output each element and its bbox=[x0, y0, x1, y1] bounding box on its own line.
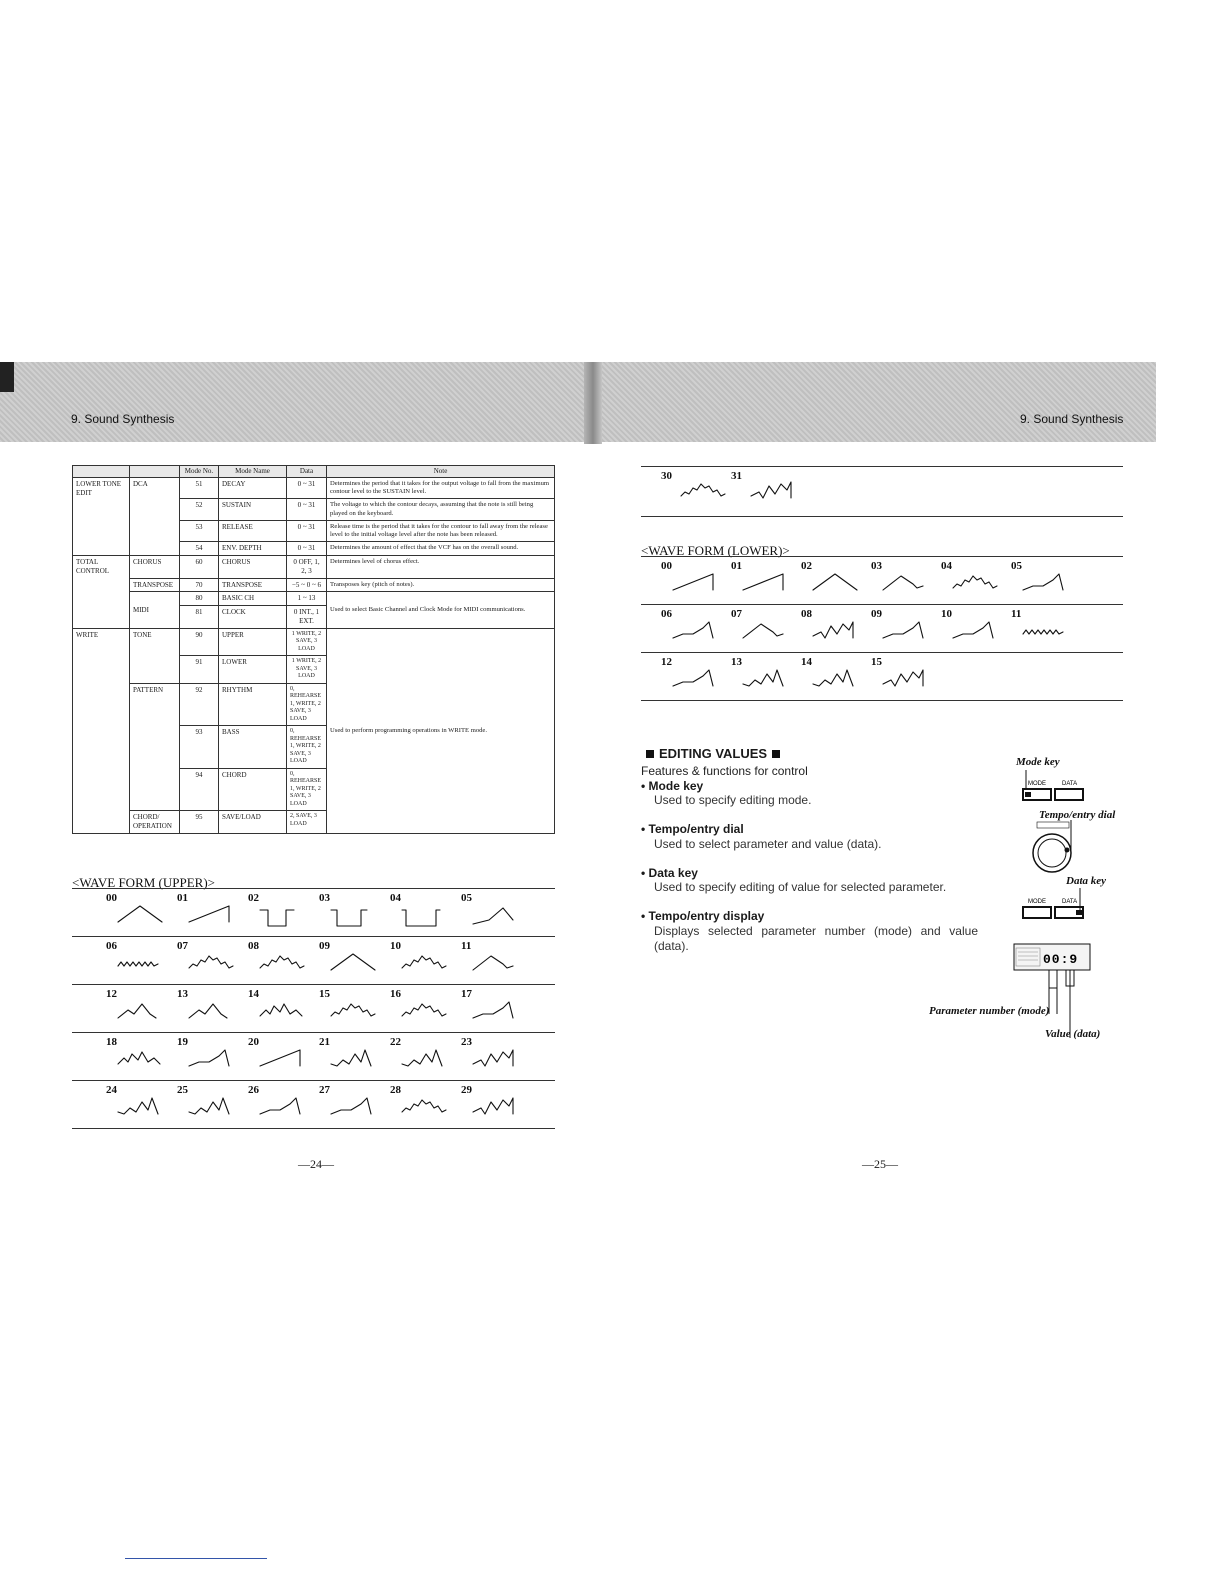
wave-number: 12 bbox=[661, 656, 672, 668]
mode-name-cell: BASS bbox=[219, 726, 287, 769]
waveform-glyph bbox=[118, 1096, 166, 1122]
header-mode-no: Mode No. bbox=[180, 466, 219, 478]
subgroup-cell: CHORUS bbox=[130, 556, 180, 579]
data-key-caption: DATA bbox=[1062, 781, 1078, 787]
mode-name-cell: ENV. DEPTH bbox=[219, 542, 287, 556]
note-cell: Determines the amount of effect that the VCF has on the overall sound. bbox=[327, 542, 555, 556]
desc-tempo-display: Displays selected parameter number (mode) and value (data). bbox=[654, 924, 978, 953]
wave-number: 10 bbox=[390, 940, 401, 952]
wave-number: 21 bbox=[319, 1036, 330, 1048]
wave-number: 04 bbox=[941, 560, 952, 572]
waveform-glyph bbox=[260, 1048, 308, 1074]
mode-name-cell: RHYTHM bbox=[219, 683, 287, 726]
mode-no-cell: 54 bbox=[180, 542, 219, 556]
label-mode-key: Mode key bbox=[1016, 756, 1060, 768]
waveform-glyph bbox=[1023, 572, 1071, 598]
wave-number: 09 bbox=[319, 940, 330, 952]
wave-row-rule bbox=[641, 556, 1123, 557]
mode-name-cell: DECAY bbox=[219, 478, 287, 499]
waveform-glyph bbox=[473, 904, 521, 930]
waveform-glyph bbox=[260, 952, 308, 978]
subgroup-cell: DCA bbox=[130, 478, 180, 556]
table-row bbox=[73, 628, 555, 656]
waveform-glyph bbox=[402, 904, 450, 930]
table-header-row bbox=[73, 466, 555, 478]
data-cell: 2, SAVE, 3 LOAD bbox=[287, 811, 327, 834]
mode-key-diagram bbox=[1020, 770, 1090, 806]
mode-name-cell: CLOCK bbox=[219, 606, 287, 629]
wave-number: 18 bbox=[106, 1036, 117, 1048]
mode-key-caption: MODE bbox=[1028, 899, 1046, 905]
waveform-glyph bbox=[118, 1000, 166, 1026]
right-header-title: 9. Sound Synthesis bbox=[1020, 412, 1124, 426]
wave-number: 00 bbox=[661, 560, 672, 572]
wave-number: 02 bbox=[248, 892, 259, 904]
waveform-glyph bbox=[743, 572, 791, 598]
bullet-tempo-dial: • Tempo/entry dial bbox=[641, 822, 744, 836]
waveform-glyph bbox=[473, 952, 521, 978]
waveform-glyph bbox=[260, 1096, 308, 1122]
wave-number: 05 bbox=[1011, 560, 1022, 572]
wave-number: 29 bbox=[461, 1084, 472, 1096]
wave-number: 15 bbox=[319, 988, 330, 1000]
mode-name-cell: RELEASE bbox=[219, 520, 287, 541]
wave-row-rule bbox=[72, 984, 555, 985]
tempo-display-diagram bbox=[1012, 942, 1092, 1042]
wave-number: 07 bbox=[731, 608, 742, 620]
wave-row-rule bbox=[641, 652, 1123, 653]
mode-name-cell: UPPER bbox=[219, 628, 287, 656]
wave-row-rule bbox=[72, 888, 555, 889]
wave-number: 16 bbox=[390, 988, 401, 1000]
wave-number: 19 bbox=[177, 1036, 188, 1048]
note-cell: Transposes key (pitch of notes). bbox=[327, 578, 555, 592]
wave-number: 02 bbox=[801, 560, 812, 572]
waveform-glyph bbox=[673, 668, 721, 694]
waveform-glyph bbox=[331, 904, 379, 930]
mode-no-cell: 80 bbox=[180, 592, 219, 606]
mode-no-cell: 81 bbox=[180, 606, 219, 629]
waveform-glyph bbox=[402, 1000, 450, 1026]
note-cell: Used to perform programming operations in WRITE mode. bbox=[327, 628, 555, 833]
mode-name-cell: SAVE/LOAD bbox=[219, 811, 287, 834]
waveform-glyph bbox=[751, 480, 799, 506]
header-mode-name: Mode Name bbox=[219, 466, 287, 478]
waveform-glyph bbox=[743, 668, 791, 694]
waveform-glyph bbox=[331, 1000, 379, 1026]
waveform-glyph bbox=[813, 572, 861, 598]
label-tempo-dial: Tempo/entry dial bbox=[1039, 809, 1116, 821]
note-cell: The voltage to which the contour decays, assuming that the note is still being played on the keyboard. bbox=[327, 499, 555, 520]
waveform-glyph bbox=[473, 1000, 521, 1026]
wave-number: 31 bbox=[731, 470, 742, 482]
book-spine bbox=[584, 362, 602, 444]
mode-no-cell: 60 bbox=[180, 556, 219, 579]
waveform-glyph bbox=[189, 1000, 237, 1026]
bullet-tempo-display: • Tempo/entry display bbox=[641, 909, 765, 923]
subgroup-cell: TRANSPOSE bbox=[130, 578, 180, 592]
data-cell: 1 WRITE, 2 SAVE, 3 LOAD bbox=[287, 656, 327, 684]
data-cell: 0 ~ 31 bbox=[287, 542, 327, 556]
waveform-glyph bbox=[402, 1096, 450, 1122]
wave-number: 08 bbox=[801, 608, 812, 620]
wave-number: 00 bbox=[106, 892, 117, 904]
wave-row-rule bbox=[72, 1080, 555, 1081]
wave-number: 11 bbox=[461, 940, 472, 952]
wave-number: 28 bbox=[390, 1084, 401, 1096]
wave-number: 06 bbox=[106, 940, 117, 952]
waveform-glyph bbox=[189, 952, 237, 978]
data-key-diagram bbox=[1020, 888, 1090, 924]
waveform-glyph bbox=[473, 1048, 521, 1074]
table-row bbox=[73, 578, 555, 592]
data-key-caption: DATA bbox=[1062, 899, 1078, 905]
subgroup-cell: PATTERN bbox=[130, 683, 180, 811]
waveform-glyph bbox=[813, 668, 861, 694]
mode-name-cell: TRANSPOSE bbox=[219, 578, 287, 592]
wave-number: 14 bbox=[248, 988, 259, 1000]
wave-number: 27 bbox=[319, 1084, 330, 1096]
waveform-glyph bbox=[883, 668, 931, 694]
wave-number: 25 bbox=[177, 1084, 188, 1096]
waveform-glyph bbox=[402, 1048, 450, 1074]
square-bullet-icon bbox=[772, 750, 780, 758]
waveform-glyph bbox=[681, 480, 729, 506]
mode-no-cell: 51 bbox=[180, 478, 219, 499]
waveform-glyph bbox=[953, 620, 1001, 646]
right-header-band bbox=[600, 362, 1156, 442]
editing-values-title: EDITING VALUES bbox=[641, 746, 785, 761]
parameter-table bbox=[72, 465, 555, 834]
note-cell: Determines the period that it takes for the output voltage to fall from the maximum contour level to the SUSTAIN level. bbox=[327, 478, 555, 499]
data-cell: 1 ~ 13 bbox=[287, 592, 327, 606]
data-cell: 0 ~ 31 bbox=[287, 499, 327, 520]
waveform-glyph bbox=[1023, 620, 1071, 646]
group-cell: WRITE bbox=[73, 628, 130, 833]
waveform-glyph bbox=[331, 1096, 379, 1122]
wave-row-rule bbox=[641, 700, 1123, 701]
waveform-glyph bbox=[118, 904, 166, 930]
wave-number: 22 bbox=[390, 1036, 401, 1048]
waveform-glyph bbox=[883, 620, 931, 646]
wave-row-rule bbox=[641, 516, 1123, 517]
wave-lower-title: <WAVE FORM (LOWER)> bbox=[641, 543, 790, 558]
table-row bbox=[73, 478, 555, 499]
wave-number: 04 bbox=[390, 892, 401, 904]
wave-number: 07 bbox=[177, 940, 188, 952]
desc-mode-key: Used to specify editing mode. bbox=[654, 793, 812, 807]
data-cell: 0 INT., 1 EXT. bbox=[287, 606, 327, 629]
mode-no-cell: 93 bbox=[180, 726, 219, 769]
waveform-glyph bbox=[260, 1000, 308, 1026]
wave-number: 03 bbox=[319, 892, 330, 904]
display-digits: 00:9 bbox=[1043, 952, 1079, 967]
wave-number: 01 bbox=[731, 560, 742, 572]
page-number-left: —24— bbox=[298, 1157, 334, 1171]
wave-number: 17 bbox=[461, 988, 472, 1000]
mode-name-cell: CHORUS bbox=[219, 556, 287, 579]
waveform-glyph bbox=[118, 1048, 166, 1074]
wave-number: 24 bbox=[106, 1084, 117, 1096]
mode-no-cell: 91 bbox=[180, 656, 219, 684]
wave-number: 10 bbox=[941, 608, 952, 620]
waveform-glyph bbox=[673, 572, 721, 598]
data-cell: 0, REHEARSE 1, WRITE, 2 SAVE, 3 LOAD bbox=[287, 726, 327, 769]
wave-number: 13 bbox=[731, 656, 742, 668]
label-value-data: Value (data) bbox=[1045, 1028, 1101, 1040]
left-header-title: 9. Sound Synthesis bbox=[71, 412, 175, 426]
note-cell: Determines level of chorus effect. bbox=[327, 556, 555, 579]
wave-row-rule bbox=[72, 936, 555, 937]
mode-no-cell: 94 bbox=[180, 768, 219, 811]
waveform-glyph bbox=[260, 904, 308, 930]
data-cell: 0 ~ 31 bbox=[287, 520, 327, 541]
wave-number: 12 bbox=[106, 988, 117, 1000]
mode-key-caption: MODE bbox=[1028, 781, 1046, 787]
wave-number: 09 bbox=[871, 608, 882, 620]
waveform-glyph bbox=[331, 952, 379, 978]
editing-intro: Features & functions for control bbox=[641, 764, 808, 778]
page-number-right: —25— bbox=[862, 1157, 898, 1171]
desc-data-key: Used to specify editing of value for selected parameter. bbox=[654, 880, 947, 894]
wave-row-rule bbox=[72, 1128, 555, 1129]
mode-name-cell: SUSTAIN bbox=[219, 499, 287, 520]
table-row bbox=[73, 592, 555, 606]
data-cell: 0 ~ 31 bbox=[287, 478, 327, 499]
mode-name-cell: CHORD bbox=[219, 768, 287, 811]
wave-number: 30 bbox=[661, 470, 672, 482]
bullet-mode-key: • Mode key bbox=[641, 779, 704, 793]
waveform-glyph bbox=[883, 572, 931, 598]
mode-no-cell: 52 bbox=[180, 499, 219, 520]
wave-row-rule bbox=[641, 604, 1123, 605]
waveform-glyph bbox=[673, 620, 721, 646]
data-cell: 1 WRITE, 2 SAVE, 3 LOAD bbox=[287, 628, 327, 656]
waveform-glyph bbox=[189, 1048, 237, 1074]
subgroup-cell: CHORD/ OPERATION bbox=[130, 811, 180, 834]
square-bullet-icon bbox=[646, 750, 654, 758]
waveform-glyph bbox=[473, 1096, 521, 1122]
data-cell: 0 OFF, 1, 2, 3 bbox=[287, 556, 327, 579]
mode-no-cell: 53 bbox=[180, 520, 219, 541]
mode-name-cell: LOWER bbox=[219, 656, 287, 684]
left-header-band bbox=[0, 362, 596, 442]
note-cell: Used to select Basic Channel and Clock Mode for MIDI communications. bbox=[327, 592, 555, 628]
note-cell: Release time is the period that it takes for the contour to fall away from the release level to the initial voltage level after the note has been released. bbox=[327, 520, 555, 541]
mode-no-cell: 90 bbox=[180, 628, 219, 656]
wave-number: 06 bbox=[661, 608, 672, 620]
bullet-data-key: • Data key bbox=[641, 866, 698, 880]
wave-row-rule bbox=[641, 466, 1123, 467]
waveform-glyph bbox=[189, 904, 237, 930]
group-cell: TOTAL CONTROL bbox=[73, 556, 130, 629]
data-cell: 0, REHEARSE 1, WRITE, 2 SAVE, 3 LOAD bbox=[287, 683, 327, 726]
waveform-glyph bbox=[189, 1096, 237, 1122]
data-cell: 0, REHEARSE 1, WRITE, 2 SAVE, 3 LOAD bbox=[287, 768, 327, 811]
bottom-rule bbox=[125, 1558, 267, 1559]
waveform-glyph bbox=[743, 620, 791, 646]
wave-upper-title: <WAVE FORM (UPPER)> bbox=[72, 875, 215, 890]
label-data-key: Data key bbox=[1066, 875, 1107, 887]
wave-number: 15 bbox=[871, 656, 882, 668]
waveform-glyph bbox=[953, 572, 1001, 598]
data-cell: −5 ~ 0 ~ 6 bbox=[287, 578, 327, 592]
mode-no-cell: 95 bbox=[180, 811, 219, 834]
label-parameter-number: Parameter number (mode) bbox=[929, 1005, 1050, 1017]
group-cell: LOWER TONE EDIT bbox=[73, 478, 130, 556]
desc-tempo-dial: Used to select parameter and value (data). bbox=[654, 837, 882, 851]
wave-number: 20 bbox=[248, 1036, 259, 1048]
table-row bbox=[73, 556, 555, 579]
waveform-glyph bbox=[813, 620, 861, 646]
wave-number: 14 bbox=[801, 656, 812, 668]
wave-number: 05 bbox=[461, 892, 472, 904]
waveform-glyph bbox=[402, 952, 450, 978]
waveform-glyph bbox=[331, 1048, 379, 1074]
subgroup-cell: MIDI bbox=[130, 592, 180, 628]
wave-number: 13 bbox=[177, 988, 188, 1000]
wave-number: 03 bbox=[871, 560, 882, 572]
wave-number: 08 bbox=[248, 940, 259, 952]
header-note: Note bbox=[327, 466, 555, 478]
subgroup-cell: TONE bbox=[130, 628, 180, 683]
wave-number: 01 bbox=[177, 892, 188, 904]
tempo-dial-diagram bbox=[1025, 820, 1085, 875]
mode-no-cell: 70 bbox=[180, 578, 219, 592]
mode-no-cell: 92 bbox=[180, 683, 219, 726]
wave-number: 23 bbox=[461, 1036, 472, 1048]
wave-number: 11 bbox=[1011, 608, 1022, 620]
mode-name-cell: BASIC CH bbox=[219, 592, 287, 606]
waveform-glyph bbox=[118, 952, 166, 978]
wave-row-rule bbox=[72, 1032, 555, 1033]
header-data: Data bbox=[287, 466, 327, 478]
wave-number: 26 bbox=[248, 1084, 259, 1096]
